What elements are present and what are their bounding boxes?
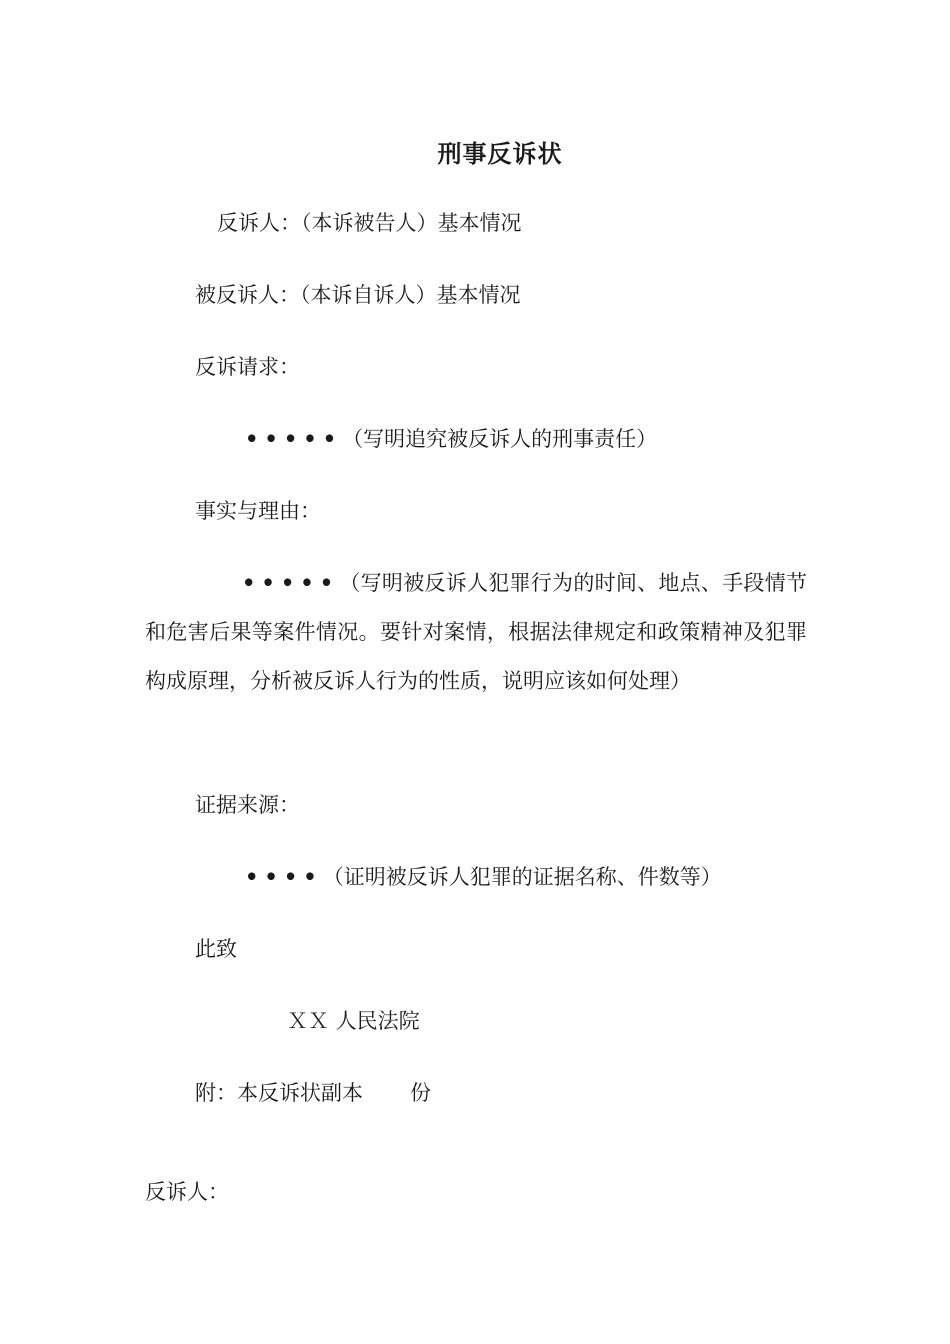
- evidence-heading: 证据来源：: [195, 793, 300, 817]
- salutation: 此致: [195, 937, 237, 961]
- facts-dots: •••••: [242, 570, 340, 595]
- document-title: 刑事反诉状: [437, 140, 563, 168]
- evidence-dots: ••••: [245, 864, 323, 889]
- claims-line: [245, 425, 657, 453]
- attachment-label: 附：本反诉状副本: [195, 1081, 363, 1105]
- counter-plaintiff-line: 反诉人：（本诉被告人）基本情况: [217, 211, 522, 235]
- claims-dots: •••••: [245, 426, 343, 451]
- court-name: ＸＸ 人民法院: [287, 1009, 420, 1033]
- evidence-body: （证明被反诉人犯罪的证据名称、件数等）: [322, 865, 722, 889]
- facts-body: （写明被反诉人犯罪行为的时间、地点、手段情节和危害后果等案件情况。要针对案情，根据法律规定和政策精神及犯罪构成原理，分析被反诉人行为的性质，说明应该如何处理）: [145, 571, 807, 693]
- signature-label: 反诉人：: [145, 1180, 229, 1204]
- counter-defendant-line: 被反诉人：（本诉自诉人）基本情况: [195, 283, 521, 307]
- facts-paragraph: [145, 558, 807, 706]
- claims-body: （写明追究被反诉人的刑事责任）: [342, 427, 658, 451]
- attachment-line: [195, 1079, 431, 1107]
- claims-heading: 反诉请求：: [195, 355, 300, 379]
- attachment-unit: 份: [410, 1081, 431, 1105]
- facts-heading: 事实与理由：: [195, 499, 321, 523]
- evidence-line: [245, 863, 722, 891]
